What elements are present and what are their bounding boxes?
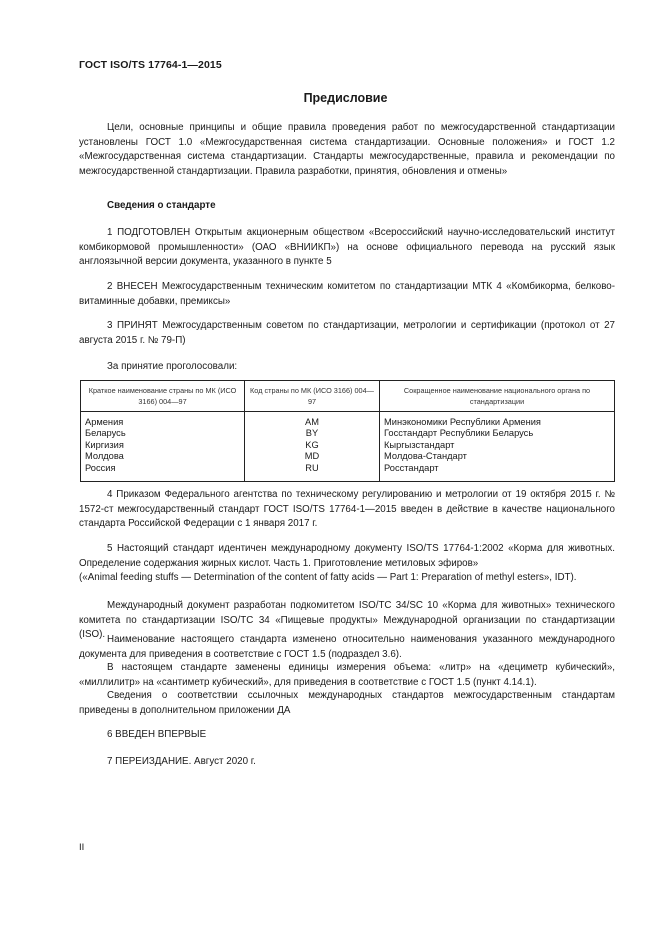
country-cell: Армения: [81, 412, 245, 429]
item-4-paragraph: 4 Приказом Федерального агентства по техническому регулированию и метрологии от 19 октября 2015 г. № 1572-ст межгосударственный стандарт ГОСТ ISO/TS 17764-1—2015 введен в действие в качестве национального стандарта Российской Федерации с 1 января 2017 г.: [79, 489, 615, 530]
item-6-paragraph: 6 ВВЕДЕН ВПЕРВЫЕ: [107, 729, 207, 740]
item-7-paragraph: 7 ПЕРЕИЗДАНИЕ. Август 2020 г.: [107, 756, 256, 767]
table-row: [81, 412, 615, 429]
table-row: [81, 428, 615, 439]
item-5-origin-paragraph: Международный документ разработан подкомитетом ISO/TC 34/SC 10 «Корма для животных» технического комитета по стандартизации ISO/TC 34 «Пищевые продукты» Международной организации по стандартизации (ISO).: [79, 600, 615, 641]
item-3-paragraph: 3 ПРИНЯТ Межгосударственным советом по стандартизации, метрологии и сертификации (протокол от 27 августа 2015 г. № 79-П): [79, 320, 615, 346]
country-cell: Беларусь: [81, 428, 245, 439]
body-cell: Минэкономики Республики Армения: [380, 412, 615, 429]
column-header-code: Код страны по МК (ИСО 3166) 004—97: [245, 381, 380, 412]
country-cell: Россия: [81, 463, 245, 482]
item-5-name-change-paragraph: Наименование настоящего стандарта изменено относительно наименования указанного международного документа для приведения в соответствие с ГОСТ 1.5 (подраздел 3.6).: [79, 634, 615, 660]
table-header-row: [81, 381, 615, 412]
page-number: II: [79, 842, 85, 853]
code-cell: KG: [245, 440, 380, 451]
country-cell: Киргизия: [81, 440, 245, 451]
item-2-paragraph: 2 ВНЕСЕН Межгосударственным техническим комитетом по стандартизации МТК 4 «Комбикорма, белково-витаминные добавки, премиксы»: [79, 281, 615, 307]
body-cell: Кыргызстандарт: [380, 440, 615, 451]
item-5-english-title: («Animal feeding stuffs — Determination of the content of fatty acids — Part 1: Preparation of methyl esters», IDT).: [79, 572, 577, 583]
section-heading: Сведения о стандарте: [107, 200, 216, 211]
code-cell: RU: [245, 463, 380, 482]
item-5-paragraph: 5 Настоящий стандарт идентичен международному документу ISO/TS 17764-1:2002 «Корма для животных. Определение содержания жирных кислот. Часть 1. Приготовление метиловых эфиров»: [79, 543, 615, 569]
countries-table: [80, 380, 615, 482]
code-cell: MD: [245, 451, 380, 462]
body-cell: Госстандарт Республики Беларусь: [380, 428, 615, 439]
intro-paragraph: Цели, основные принципы и общие правила проведения работ по межгосударственной стандартизации установлены ГОСТ 1.0 «Межгосударственная система стандартизации. Основные положения» и ГОСТ 1.2 «Межгосударственная система стандартизации. Стандарты межгосударственные, правила и рекомендации по межгосударственной стандартизации. Правила разработки, принятия, обновления и отмены»: [79, 122, 615, 177]
vote-label: За принятие проголосовали:: [107, 361, 238, 372]
body-cell: Молдова-Стандарт: [380, 451, 615, 462]
column-header-body: Сокращенное наименование национального органа по стандартизации: [380, 381, 615, 412]
item-5-references-paragraph: Сведения о соответствии ссылочных международных стандартов межгосударственным стандартам приведены в дополнительном приложении ДА: [79, 690, 615, 716]
table-row: [81, 451, 615, 462]
country-cell: Молдова: [81, 451, 245, 462]
body-cell: Росстандарт: [380, 463, 615, 482]
table-row: [81, 440, 615, 451]
code-cell: BY: [245, 428, 380, 439]
document-header: ГОСТ ISO/TS 17764-1—2015: [79, 59, 222, 71]
page-title: Предисловие: [303, 91, 388, 105]
table-row: [81, 463, 615, 482]
column-header-country: Краткое наименование страны по МК (ИСО 3166) 004—97: [81, 381, 245, 412]
item-1-paragraph: 1 ПОДГОТОВЛЕН Открытым акционерным обществом «Всероссийский научно-исследовательский институт комбикормовой промышленности» (ОАО «ВНИИКП») на основе официального перевода на русский язык англоязычной версии документа, указанного в пункте 5: [79, 227, 615, 268]
item-5-units-paragraph: В настоящем стандарте заменены единицы измерения объема: «литр» на «дециметр кубический», «миллилитр» на «сантиметр кубический», для приведения в соответствие с ГОСТ 1.5 (пункт 4.14.1).: [79, 662, 615, 688]
code-cell: AM: [245, 412, 380, 429]
